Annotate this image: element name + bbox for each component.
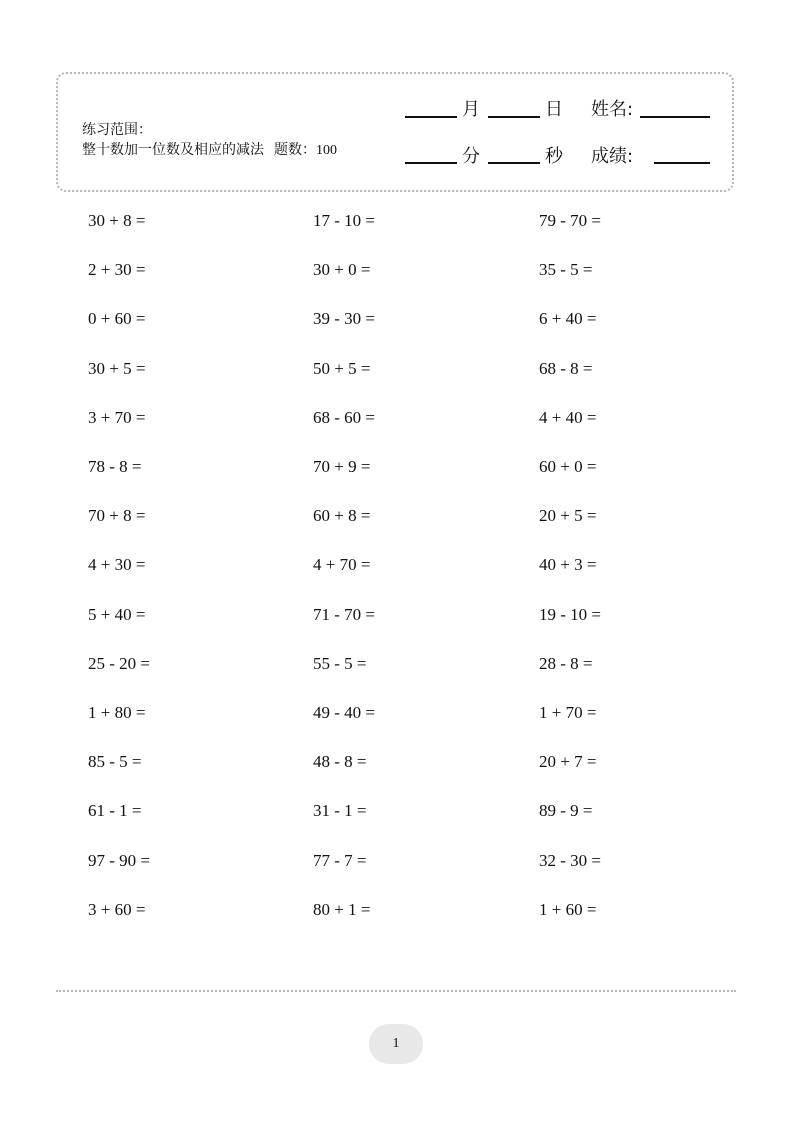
math-problem: 68 - 60 = [313, 408, 375, 427]
math-problem: 68 - 8 = [539, 359, 593, 378]
math-problem: 60 + 0 = [539, 457, 597, 476]
month-blank[interactable] [405, 116, 457, 118]
count-label: 题数： [274, 142, 316, 158]
math-problem: 5 + 40 = [88, 605, 146, 624]
math-problem: 31 - 1 = [313, 801, 367, 820]
footer-divider [56, 990, 736, 992]
math-problem: 4 + 70 = [313, 555, 371, 574]
math-problem: 6 + 40 = [539, 309, 597, 328]
math-problem: 48 - 8 = [313, 752, 367, 771]
topic-text: 整十数加一位数及相应的减法 [82, 142, 264, 158]
day-label: 日 [545, 99, 563, 120]
worksheet-header [56, 72, 734, 192]
month-label: 月 [462, 99, 480, 120]
name-label: 姓名: [591, 99, 634, 120]
math-problem: 49 - 40 = [313, 703, 375, 722]
page-number: 1 [369, 1024, 423, 1064]
second-label: 秒 [545, 146, 563, 167]
math-problem: 4 + 30 = [88, 555, 146, 574]
math-problem: 4 + 40 = [539, 408, 597, 427]
math-problem: 50 + 5 = [313, 359, 371, 378]
math-problem: 30 + 8 = [88, 211, 146, 230]
math-problem: 78 - 8 = [88, 457, 142, 476]
math-problem: 97 - 90 = [88, 851, 150, 870]
math-problem: 70 + 8 = [88, 506, 146, 525]
minute-label: 分 [462, 146, 480, 167]
math-problem: 3 + 70 = [88, 408, 146, 427]
math-problem: 60 + 8 = [313, 506, 371, 525]
math-problem: 1 + 60 = [539, 900, 597, 919]
math-problem: 20 + 5 = [539, 506, 597, 525]
math-problem: 80 + 1 = [313, 900, 371, 919]
math-problem: 25 - 20 = [88, 654, 150, 673]
math-problem: 71 - 70 = [313, 605, 375, 624]
math-problem: 39 - 30 = [313, 309, 375, 328]
math-problem: 17 - 10 = [313, 211, 375, 230]
math-problem: 77 - 7 = [313, 851, 367, 870]
math-problem: 79 - 70 = [539, 211, 601, 230]
math-problem: 32 - 30 = [539, 851, 601, 870]
range-label: 练习范围： [82, 122, 152, 138]
math-problem: 55 - 5 = [313, 654, 367, 673]
math-problem: 3 + 60 = [88, 900, 146, 919]
math-problem: 40 + 3 = [539, 555, 597, 574]
math-problem: 70 + 9 = [313, 457, 371, 476]
math-problem: 20 + 7 = [539, 752, 597, 771]
score-blank[interactable] [654, 162, 710, 164]
day-blank[interactable] [488, 116, 540, 118]
count-value: 100 [316, 143, 337, 158]
math-problem: 28 - 8 = [539, 654, 593, 673]
second-blank[interactable] [488, 162, 540, 164]
math-problem: 19 - 10 = [539, 605, 601, 624]
math-problem: 30 + 5 = [88, 359, 146, 378]
math-problem: 89 - 9 = [539, 801, 593, 820]
math-problem: 30 + 0 = [313, 260, 371, 279]
math-problem: 1 + 70 = [539, 703, 597, 722]
minute-blank[interactable] [405, 162, 457, 164]
math-problem: 1 + 80 = [88, 703, 146, 722]
practice-range [82, 120, 337, 161]
score-label: 成绩: [591, 146, 634, 167]
math-problem: 61 - 1 = [88, 801, 142, 820]
math-problem: 2 + 30 = [88, 260, 146, 279]
name-blank[interactable] [640, 116, 710, 118]
math-problem: 85 - 5 = [88, 752, 142, 771]
math-problem: 35 - 5 = [539, 260, 593, 279]
math-problem: 0 + 60 = [88, 309, 146, 328]
